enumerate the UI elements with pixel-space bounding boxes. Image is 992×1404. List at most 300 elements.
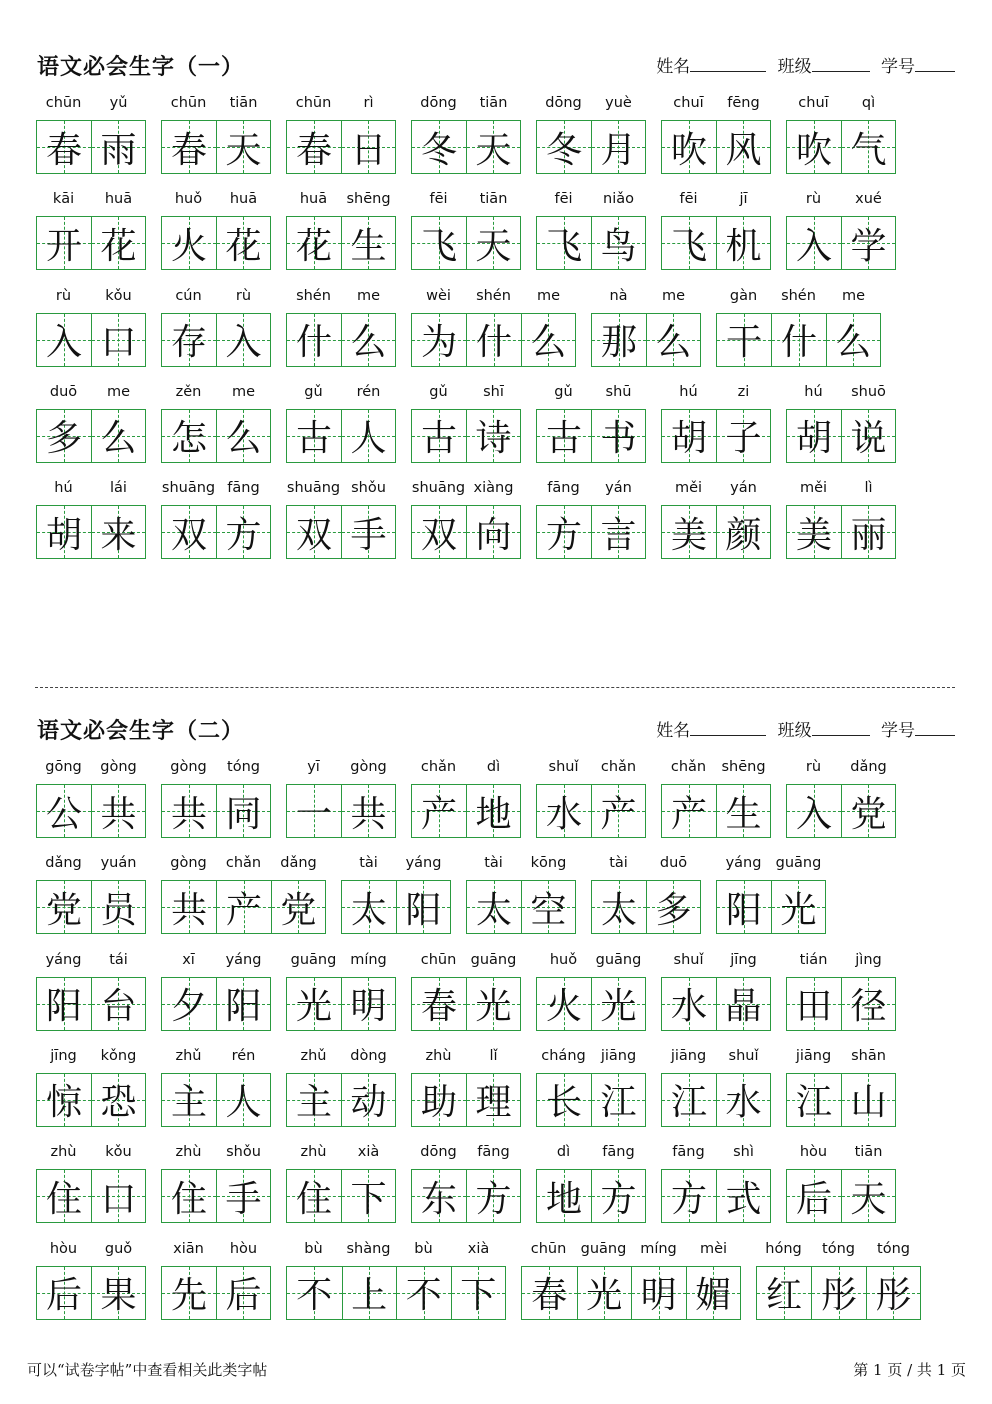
pinyin-label: hú (804, 383, 823, 400)
hanzi-character: 花 (100, 225, 137, 267)
pinyin-label: dǎng (280, 855, 317, 872)
hanzi-character: 什 (475, 322, 512, 364)
tian-grid (661, 1169, 771, 1223)
grid-cell (662, 785, 716, 837)
word-item (36, 383, 146, 469)
tian-grid (786, 505, 896, 559)
hanzi-character: 长 (545, 1082, 582, 1124)
hanzi-character: 方 (545, 514, 582, 556)
hanzi-character: 么 (655, 322, 692, 364)
hanzi-character: 天 (225, 129, 262, 171)
pinyin-label: chuī (673, 95, 704, 111)
pinyin-label: chǎn (670, 759, 707, 775)
grid-cell (412, 506, 466, 558)
word-item (36, 1143, 146, 1229)
tian-grid (786, 409, 896, 463)
pinyin-label: lái (110, 480, 127, 497)
tian-grid (161, 409, 271, 463)
grid-cell (686, 1267, 741, 1319)
word-item (591, 287, 701, 373)
hanzi-character: 田 (795, 986, 832, 1028)
hanzi-character: 丽 (850, 514, 887, 556)
pinyin-label: rén (231, 1047, 256, 1064)
hanzi-character: 花 (295, 225, 332, 267)
name-blank[interactable] (690, 57, 766, 72)
hanzi-character: 惊 (45, 1082, 82, 1124)
tian-grid (536, 120, 646, 174)
grid-cell (162, 506, 216, 558)
pinyin-label: kǒu (105, 1144, 132, 1161)
hanzi-character: 双 (170, 514, 207, 556)
tian-grid (411, 120, 521, 174)
hanzi-character: 入 (795, 793, 832, 835)
pinyin-label: fēi (554, 191, 573, 208)
hanzi-character: 水 (725, 1082, 762, 1124)
hanzi-character: 恐 (100, 1082, 137, 1124)
pinyin-label: rén (356, 383, 381, 400)
tian-grid (786, 1169, 896, 1223)
word-item (411, 190, 521, 276)
tian-grid (161, 505, 271, 559)
grid-cell (341, 410, 395, 462)
hanzi-character: 春 (45, 129, 82, 171)
hanzi-character: 颜 (725, 514, 762, 556)
pinyin-label: shuāng (411, 480, 466, 497)
pinyin-label: shēng (721, 759, 766, 775)
pinyin-label: yuán (100, 855, 137, 872)
pinyin-label: huā (229, 191, 258, 208)
hanzi-character: 助 (420, 1082, 457, 1124)
pinyin-label: shén (781, 287, 816, 304)
pinyin-label: huā (299, 191, 328, 208)
word-item (36, 479, 146, 565)
word-item (161, 1240, 271, 1326)
tian-grid (36, 880, 146, 934)
hanzi-character: 春 (420, 986, 457, 1028)
grid-cell (287, 121, 341, 173)
pinyin-label: zhǔ (175, 1047, 202, 1064)
footer-note: 可以“试卷字帖”中查看相关此类字帖 (27, 1361, 268, 1379)
hanzi-character: 党 (850, 793, 887, 835)
hanzi-character: 向 (475, 514, 512, 556)
tian-grid (756, 1266, 921, 1320)
grid-cell (662, 410, 716, 462)
tian-grid (36, 1073, 146, 1127)
pinyin-label: chūn (420, 951, 457, 968)
name-label: 姓名 (656, 721, 691, 741)
grid-cell (341, 506, 395, 558)
hanzi-character: 晶 (725, 986, 762, 1028)
hanzi-character: 方 (225, 514, 262, 556)
word-item (286, 1047, 396, 1133)
grid-cell (396, 1267, 451, 1319)
hanzi-character: 言 (600, 514, 637, 556)
tian-grid (36, 977, 146, 1031)
word-item (286, 758, 396, 844)
hanzi-character: 那 (600, 322, 637, 364)
word-item (411, 383, 521, 469)
hanzi-character: 太 (350, 889, 387, 931)
pinyin-label: tóng (877, 1240, 910, 1257)
hanzi-character: 明 (350, 986, 387, 1028)
grid-cell (396, 881, 450, 933)
pinyin-label: zi (737, 383, 750, 400)
hanzi-character: 书 (600, 418, 637, 460)
hanzi-character: 春 (295, 129, 332, 171)
grid-cell (577, 1267, 632, 1319)
hanzi-character: 红 (766, 1275, 803, 1316)
pinyin-label: yáng (225, 951, 262, 968)
hanzi-character: 光 (600, 986, 637, 1028)
word-item (661, 479, 771, 565)
grid-cell (162, 1267, 216, 1319)
class-blank[interactable] (812, 721, 870, 736)
grid-cell (37, 1267, 91, 1319)
hanzi-character: 主 (170, 1082, 207, 1124)
grid-cell (811, 1267, 865, 1319)
grid-cell (591, 217, 645, 269)
number-blank[interactable] (915, 721, 955, 736)
hanzi-character: 后 (45, 1275, 82, 1316)
grid-cell (466, 785, 520, 837)
tian-grid (36, 1169, 146, 1223)
pinyin-label: lì (864, 480, 873, 497)
grid-cell (341, 1170, 395, 1222)
hanzi-character: 子 (725, 418, 762, 460)
word-item (661, 383, 771, 469)
grid-cell (162, 410, 216, 462)
hanzi-character: 火 (545, 986, 582, 1028)
grid-cell (216, 881, 270, 933)
grid-cell (592, 314, 646, 366)
grid-cell (412, 785, 466, 837)
grid-cell (592, 881, 646, 933)
grid-cell (162, 881, 216, 933)
pinyin-label: yán (605, 480, 632, 497)
pinyin-label: yī (307, 759, 320, 775)
word-item (716, 287, 881, 373)
page-number: 第 1 页 / 共 1 页 (853, 1361, 966, 1379)
hanzi-character: 口 (100, 322, 137, 364)
pinyin-label: shān (851, 1047, 886, 1064)
grid-cell (287, 978, 341, 1030)
hanzi-character: 春 (170, 129, 207, 171)
pinyin-label: zhù (175, 1144, 202, 1161)
hanzi-character: 果 (100, 1275, 137, 1316)
hanzi-character: 共 (170, 793, 207, 835)
class-blank[interactable] (812, 57, 870, 72)
word-item (286, 479, 396, 565)
pinyin-label: kōng (530, 855, 567, 872)
hanzi-character: 胡 (670, 418, 707, 460)
section2-title: 语文必会生字（二） (37, 718, 245, 744)
pinyin-label: fāng (227, 480, 260, 497)
hanzi-character: 党 (45, 889, 82, 931)
grid-cell (37, 217, 91, 269)
grid-cell (341, 785, 395, 837)
hanzi-character: 山 (850, 1082, 887, 1124)
hanzi-character: 共 (171, 889, 208, 931)
grid-cell (216, 121, 270, 173)
pinyin-label: tài (359, 855, 378, 872)
tian-grid (411, 1073, 521, 1127)
tian-grid (786, 784, 896, 838)
hanzi-character: 台 (100, 986, 137, 1028)
tian-grid (661, 216, 771, 270)
hanzi-character: 双 (295, 514, 332, 556)
tian-grid (36, 120, 146, 174)
grid-cell (162, 785, 216, 837)
pinyin-label: dǎng (45, 855, 82, 872)
tian-grid (286, 409, 396, 463)
word-item (411, 479, 521, 565)
pinyin-label: me (106, 383, 131, 400)
pinyin-label: rù (805, 191, 822, 208)
grid-cell (287, 314, 341, 366)
grid-cell (37, 1074, 91, 1126)
tian-grid (786, 977, 896, 1031)
hanzi-character: 光 (586, 1275, 623, 1316)
hanzi-character: 后 (795, 1178, 832, 1220)
tian-grid (411, 409, 521, 463)
pinyin-label: fēi (679, 191, 698, 208)
pinyin-label: wèi (426, 287, 451, 304)
grid-cell (537, 217, 591, 269)
hanzi-character: 生 (725, 793, 762, 835)
hanzi-character: 冬 (545, 129, 582, 171)
hanzi-character: 产 (600, 793, 637, 835)
hanzi-character: 古 (545, 418, 582, 460)
pinyin-label: rì (363, 95, 374, 111)
pinyin-label: dōng (420, 95, 457, 111)
pinyin-label: zhù (50, 1144, 77, 1161)
hanzi-character: 什 (295, 322, 332, 364)
pinyin-label: fāng (672, 1144, 705, 1161)
grid-cell (216, 785, 270, 837)
grid-cell (537, 1074, 591, 1126)
grid-cell (591, 410, 645, 462)
hanzi-character: 理 (475, 1082, 512, 1124)
tian-grid (661, 120, 771, 174)
pinyin-label: fāng (547, 480, 580, 497)
tian-grid (536, 1073, 646, 1127)
tian-grid (286, 505, 396, 559)
grid-cell (716, 978, 770, 1030)
pinyin-label: guāng (595, 951, 642, 968)
hanzi-character: 动 (350, 1082, 387, 1124)
pinyin-label: zěn (175, 383, 202, 400)
pinyin-label: tiān (854, 1144, 883, 1161)
hanzi-character: 为 (421, 322, 458, 364)
grid-cell (287, 785, 341, 837)
pinyin-label: cún (175, 287, 202, 304)
word-item (36, 1047, 146, 1133)
pinyin-label: xià (467, 1240, 490, 1257)
grid-cell (162, 1170, 216, 1222)
grid-cell (91, 785, 145, 837)
grid-cell (412, 1170, 466, 1222)
grid-cell (537, 121, 591, 173)
pinyin-label: shén (476, 287, 511, 304)
hanzi-character: 阳 (725, 889, 762, 931)
word-item (591, 854, 701, 940)
grid-cell (537, 1170, 591, 1222)
grid-cell (287, 217, 341, 269)
pinyin-label: dōng (420, 1144, 457, 1161)
grid-cell (771, 314, 825, 366)
grid-cell (646, 881, 700, 933)
hanzi-character: 学 (850, 225, 887, 267)
word-item (411, 287, 576, 373)
grid-cell (591, 1074, 645, 1126)
number-label: 学号 (881, 57, 915, 77)
hanzi-character: 存 (170, 322, 207, 364)
pinyin-label: míng (640, 1240, 677, 1257)
tian-grid (661, 409, 771, 463)
tian-grid (286, 1169, 396, 1223)
pinyin-label: tiān (479, 95, 508, 111)
pinyin-label: chūn (530, 1240, 567, 1257)
pinyin-label: tài (609, 855, 628, 872)
grid-cell (91, 314, 145, 366)
word-item (161, 951, 271, 1037)
word-item (786, 94, 896, 180)
grid-cell (787, 506, 841, 558)
grid-cell (717, 314, 771, 366)
grid-cell (841, 217, 895, 269)
pinyin-label: fāng (602, 1144, 635, 1161)
grid-cell (216, 506, 270, 558)
tian-grid (411, 784, 521, 838)
word-item (161, 287, 271, 373)
hanzi-character: 人 (350, 418, 387, 460)
grid-cell (521, 314, 575, 366)
name-blank[interactable] (690, 721, 766, 736)
word-item (786, 190, 896, 276)
hanzi-character: 吹 (670, 129, 707, 171)
hanzi-character: 先 (170, 1275, 207, 1316)
grid-cell (466, 978, 520, 1030)
pinyin-label: gòng (170, 759, 207, 775)
grid-cell (37, 881, 91, 933)
word-item (161, 383, 271, 469)
grid-cell (757, 1267, 811, 1319)
word-item (411, 1143, 521, 1229)
section-divider (35, 687, 955, 688)
pinyin-label: míng (350, 951, 387, 968)
grid-cell (216, 410, 270, 462)
tian-grid (161, 880, 326, 934)
word-item (661, 1143, 771, 1229)
tian-grid (661, 784, 771, 838)
grid-cell (162, 121, 216, 173)
tian-grid (161, 784, 271, 838)
hanzi-character: 阳 (225, 986, 262, 1028)
hanzi-character: 气 (850, 129, 887, 171)
pinyin-label: rù (235, 287, 252, 304)
hanzi-character: 彤 (875, 1275, 912, 1316)
grid-cell (37, 1170, 91, 1222)
number-blank[interactable] (915, 57, 955, 72)
grid-cell (91, 121, 145, 173)
pinyin-label: guāng (580, 1240, 627, 1257)
hanzi-character: 机 (725, 225, 762, 267)
tian-grid (286, 784, 396, 838)
grid-cell (412, 1074, 466, 1126)
hanzi-character: 美 (670, 514, 707, 556)
grid-cell (826, 314, 880, 366)
hanzi-character: 诗 (475, 418, 512, 460)
hanzi-character: 住 (45, 1178, 82, 1220)
grid-cell (162, 1074, 216, 1126)
grid-cell (37, 314, 91, 366)
hanzi-character: 产 (225, 889, 262, 931)
grid-cell (91, 1170, 145, 1222)
word-item (161, 94, 271, 180)
grid-cell (537, 785, 591, 837)
hanzi-character: 什 (780, 322, 817, 364)
grid-cell (341, 217, 395, 269)
hanzi-character: 径 (850, 986, 887, 1028)
hanzi-character: 产 (670, 793, 707, 835)
pinyin-label: chǎn (600, 759, 637, 775)
pinyin-label: hú (54, 480, 73, 497)
hanzi-character: 主 (295, 1082, 332, 1124)
tian-grid (161, 1073, 271, 1127)
tian-grid (36, 784, 146, 838)
hanzi-character: 共 (100, 793, 137, 835)
hanzi-character: 江 (600, 1082, 637, 1124)
pinyin-label: rù (805, 759, 822, 775)
hanzi-character: 员 (100, 889, 137, 931)
grid-cell (841, 506, 895, 558)
hanzi-character: 下 (350, 1178, 387, 1220)
hanzi-character: 东 (420, 1178, 457, 1220)
pinyin-label: rù (55, 287, 72, 304)
tian-grid (661, 1073, 771, 1127)
tian-grid (161, 313, 271, 367)
tian-grid (536, 784, 646, 838)
tian-grid (536, 505, 646, 559)
word-item (286, 1240, 506, 1326)
hanzi-character: 入 (45, 322, 82, 364)
grid-cell (287, 1074, 341, 1126)
grid-cell (466, 314, 520, 366)
word-item (286, 287, 396, 373)
tian-grid (411, 216, 521, 270)
pinyin-label: tóng (822, 1240, 855, 1257)
pinyin-label: yǔ (109, 95, 128, 111)
hanzi-character: 双 (420, 514, 457, 556)
grid-cell (91, 978, 145, 1030)
grid-cell (841, 121, 895, 173)
word-item (411, 951, 521, 1037)
word-item (661, 758, 771, 844)
hanzi-character: 方 (475, 1178, 512, 1220)
grid-cell (341, 314, 395, 366)
grid-cell (412, 121, 466, 173)
hanzi-character: 水 (545, 793, 582, 835)
grid-cell (631, 1267, 686, 1319)
pinyin-label: shàng (346, 1240, 391, 1257)
pinyin-label: shuō (851, 383, 886, 400)
tian-grid (661, 505, 771, 559)
pinyin-label: yán (730, 480, 757, 497)
tian-grid (411, 505, 521, 559)
pinyin-label: me (356, 287, 381, 304)
pinyin-label: hóng (765, 1240, 802, 1257)
pinyin-label: huǒ (549, 951, 578, 968)
